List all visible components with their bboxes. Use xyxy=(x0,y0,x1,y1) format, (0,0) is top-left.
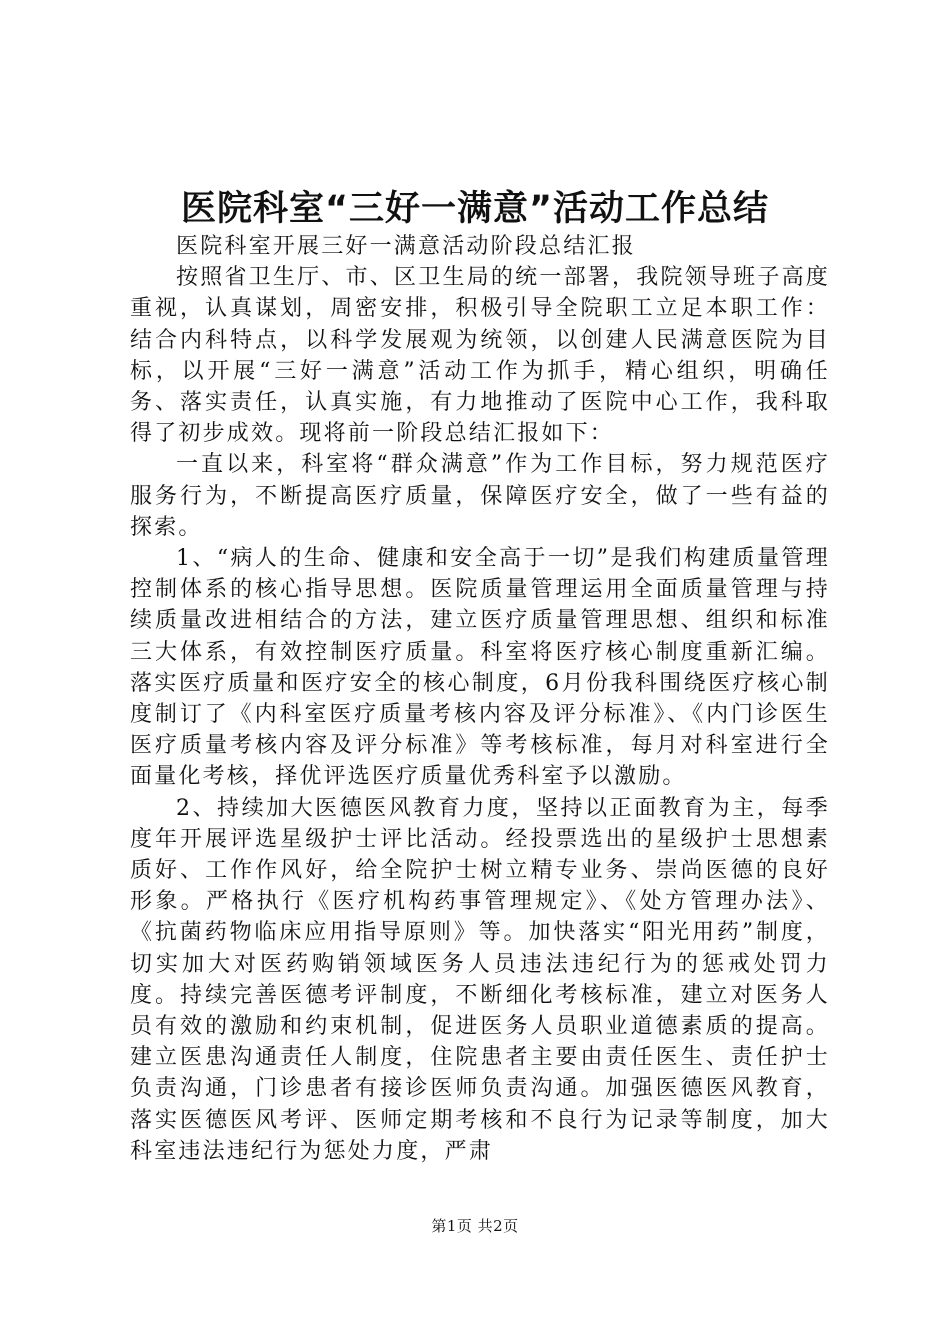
body-paragraph-item-2: 2、持续加大医德医风教育力度，坚持以正面教育为主，每季度年开展评选星级护士评比活动。经投票选出的星级护士思想素质好、工作作风好，给全院护士树立精专业务、崇尚医德的良好形象。严格执行《医疗机构药事管理规定》、《处方管理办法》、《抗菌药物临床应用指导原则》等。加快落实“阳光用药”制度，切实加大对医药购销领域医务人员违法违纪行为的惩戒处罚力度。持续完善医德考评制度，不断细化考核标准，建立对医务人员有效的激励和约束机制，促进医务人员职业道德素质的提高。建立医患沟通责任人制度，住院患者主要由责任医生、责任护士负责沟通，门诊患者有接诊医师负责沟通。加强医德医风教育，落实医德医风考评、医师定期考核和不良行为记录等制度，加大科室违法违纪行为惩处力度，严肃 xyxy=(130,795,830,1164)
body-paragraph-subtitle: 医院科室开展三好一满意活动阶段总结汇报 xyxy=(176,234,636,259)
page-number-footer: 第1页 共2页 xyxy=(431,1217,519,1235)
body-paragraph-item-1: 1、“病人的生命、健康和安全高于一切”是我们构建质量管理控制体系的核心指导思想。医院质量管理运用全面质量管理与持续质量改进相结合的方法，建立医疗质量管理思想、组织和标准三大体系，有效控制医疗质量。科室将医疗核心制度重新汇编。落实医疗质量和医疗安全的核心制度，6月份我科围绕医疗核心制度制订了《内科室医疗质量考核内容及评分标准》、《内门诊医生医疗质量考核内容及评分标准》等考核标准，每月对科室进行全面量化考核，择优评选医疗质量优秀科室予以激励。 xyxy=(130,546,830,790)
body-paragraph-overview: 一直以来，科室将“群众满意”作为工作目标，努力规范医疗服务行为，不断提高医疗质量，保障医疗安全，做了一些有益的探索。 xyxy=(130,452,830,540)
body-paragraph-intro: 按照省卫生厅、市、区卫生局的统一部署，我院领导班子高度重视，认真谋划，周密安排，积极引导全院职工立足本职工作：结合内科特点，以科学发展观为统领，以创建人民满意医院为目标，以开展“三好一满意”活动工作为抓手，精心组织，明确任务、落实责任，认真实施，有力地推动了医院中心工作，我科取得了初步成效。现将前一阶段总结汇报如下： xyxy=(130,265,830,447)
document-title: 医院科室“三好一满意”活动工作总结 xyxy=(180,189,769,229)
document-body xyxy=(130,231,830,1167)
